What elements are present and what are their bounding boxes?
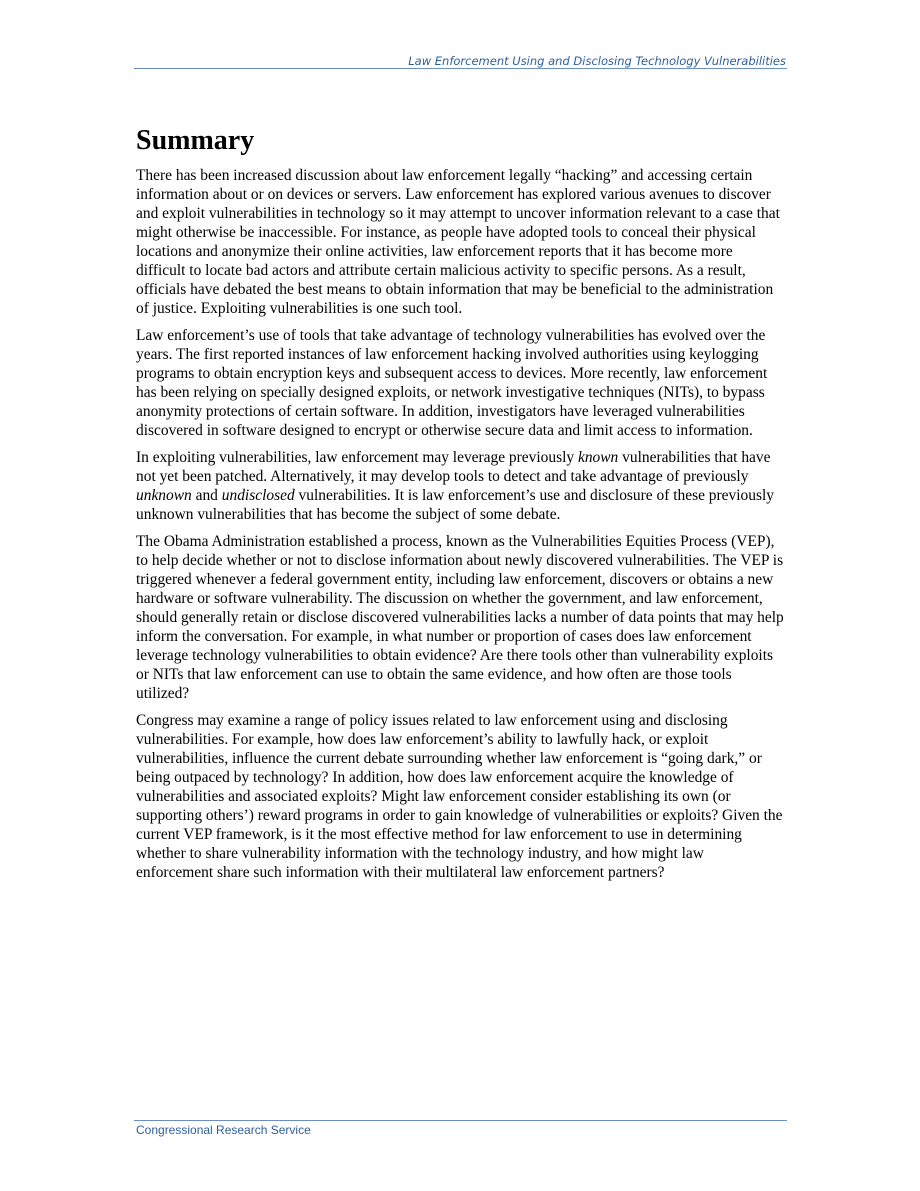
paragraph-2: Law enforcement’s use of tools that take advantage of technology vulnerabilities has evolved over the years. The first reported instances of law enforcement hacking involved authorities using keylogging programs to obtain encryption keys and subsequent access to devices. More recently, law enforcement has been relying on specially designed exploits, or network investigative techniques (NITs), to bypass anonymity protections of certain software. In addition, investigators have leveraged vulnerabilities discovered in software designed to encrypt or otherwise secure data and limit access to information. — [136, 327, 768, 439]
emphasis-undisclosed: undisclosed — [221, 487, 295, 504]
footer-publisher: Congressional Research Service — [136, 1123, 311, 1137]
paragraph-3-text-2: vulnerabilities that have not yet been patched. Alternatively, it may develop tools to detect and take advantage of previously — [136, 449, 771, 485]
paragraph-5: Congress may examine a range of policy issues related to law enforcement using and disclosing vulnerabilities. For example, how does law enforcement’s ability to lawfully hack, or exploit vulnerabilities, influence the current debate surrounding whether law enforcement is “going dark,” or being outpaced by technology? In addition, how does law enforcement acquire the knowledge of vulnerabilities and associated exploits? Might law enforcement consider establishing its own (or supporting others’) reward programs in order to gain knowledge of vulnerabilities or exploits? Given the current VEP framework, is it the most effective method for law enforcement to use in determining whether to share vulnerability information with the technology industry, and how might law enforcement share such information with their multilateral law enforcement partners? — [136, 712, 783, 881]
paragraph-3-text-4: vulnerabilities. It is law enforcement’s use and disclosure of these previously unknown vulnerabilities that has become the subject of some debate. — [136, 487, 774, 523]
emphasis-unknown: unknown — [136, 487, 192, 504]
section-heading: Summary — [136, 125, 255, 156]
footer-rule — [134, 1120, 787, 1121]
emphasis-known: known — [577, 449, 619, 466]
paragraph-3 — [136, 448, 784, 524]
paragraph-3-text-3: and — [191, 487, 222, 504]
paragraph-4: The Obama Administration established a process, known as the Vulnerabilities Equities Process (VEP), to help decide whether or not to disclose information about newly discovered vulnerabilities. The VEP is triggered whenever a federal government entity, including law enforcement, discovers or obtains a new hardware or software vulnerability. The discussion on whether the government, and law enforcement, should generally retain or disclose discovered vulnerabilities lacks a number of data points that may help inform the conversation. For example, in what number or proportion of cases does law enforcement leverage technology vulnerabilities to obtain evidence? Are there tools other than vulnerability exploits or NITs that law enforcement can use to obtain the same evidence, and how often are those tools utilized? — [136, 533, 784, 702]
header-rule — [134, 68, 787, 69]
document-body — [136, 124, 784, 890]
running-header: Law Enforcement Using and Disclosing Technology Vulnerabilities — [408, 54, 786, 68]
paragraph-1: There has been increased discussion about law enforcement legally “hacking” and accessing certain information about or on devices or servers. Law enforcement has explored various avenues to discover and exploit vulnerabilities in technology so it may attempt to uncover information relevant to a case that might otherwise be inaccessible. For instance, as people have adopted tools to conceal their physical locations and anonymize their online activities, law enforcement reports that it has become more difficult to locate bad actors and attribute certain malicious activity to specific persons. As a result, officials have debated the best means to obtain information that may be beneficial to the administration of justice. Exploiting vulnerabilities is one such tool. — [136, 167, 780, 317]
paragraph-3-text-1: In exploiting vulnerabilities, law enforcement may leverage previously — [136, 449, 578, 466]
